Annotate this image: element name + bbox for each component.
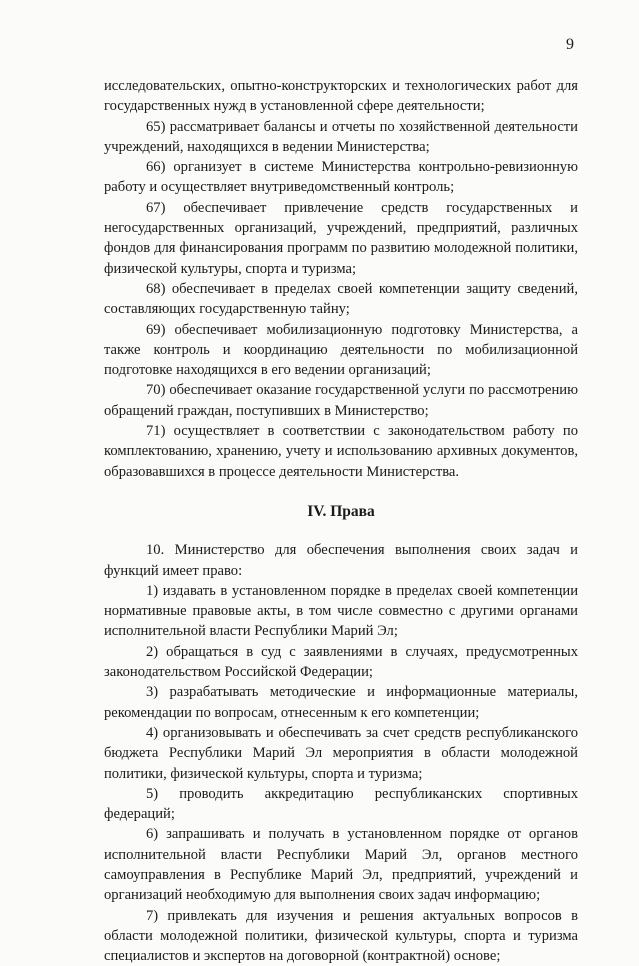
- list-item-68: 68) обеспечивает в пределах своей компетенции защиту сведений, составляющих государственную тайну;: [104, 280, 578, 318]
- right-item-1: 1) издавать в установленном порядке в пределах своей компетенции нормативные правовые акты, в том числе совместно с другими органами исполнительной власти Республики Марий Эл;: [104, 582, 578, 640]
- clause-10: 10. Министерство для обеспечения выполнения своих задач и функций имеет право:: [104, 542, 578, 579]
- paragraph-continuation: исследовательских, опытно-конструкторских и технологических работ для государственных нужд в установленной сфере деятельности;: [104, 78, 578, 115]
- list-item-71: 71) осуществляет в соответствии с законодательством работу по комплектованию, хранению, учету и использованию архивных документов, образовавшихся в процессе деятельности Министерства.: [104, 423, 578, 480]
- document-body: [104, 76, 578, 966]
- right-item-5: 5) проводить аккредитацию республиканских спортивных федераций;: [104, 785, 578, 823]
- section-heading: IV. Права: [307, 502, 375, 520]
- page-number: 9: [566, 36, 574, 53]
- list-item-65: 65) рассматривает балансы и отчеты по хозяйственной деятельности учреждений, находящихся в ведении Министерства;: [104, 118, 578, 155]
- list-item-69: 69) обеспечивает мобилизационную подготовку Министерства, а также контроль и координацию деятельности по мобилизационной подготовке находящихся в его ведении организаций;: [104, 321, 578, 379]
- right-item-6: 6) запрашивать и получать в установленном порядке от органов исполнительной власти Республики Марий Эл, органов местного самоуправления в Республике Марий Эл, предприятий, учреждений и организаций необходимую для выполнения своих задач информацию;: [104, 826, 578, 904]
- list-item-70: 70) обеспечивает оказание государственной услуги по рассмотрению обращений граждан, поступивших в Министерство;: [104, 382, 578, 419]
- right-item-7: 7) привлекать для изучения и решения актуальных вопросов в области молодежной политики, физической культуры, спорта и туризма специалистов и экспертов на договорной (контрактной) основе;: [104, 907, 578, 965]
- right-item-3: 3) разрабатывать методические и информационные материалы, рекомендации по вопросам, отнесенным к его компетенции;: [104, 684, 578, 721]
- right-item-2: 2) обращаться в суд с заявлениями в случаях, предусмотренных законодательством Российской Федерации;: [104, 643, 578, 681]
- list-item-67: 67) обеспечивает привлечение средств государственных и негосударственных организаций, учреждений, предприятий, различных фондов для финансирования программ по развитию молодежной политики, физической культуры, спорта и туризма;: [104, 199, 578, 277]
- list-item-66: 66) организует в системе Министерства контрольно-ревизионную работу и осуществляет внутриведомственный контроль;: [104, 159, 578, 196]
- right-item-4: 4) организовывать и обеспечивать за счет средств республиканского бюджета Республики Марий Эл мероприятия в области молодежной политики, физической культуры, спорта и туризма;: [104, 724, 578, 782]
